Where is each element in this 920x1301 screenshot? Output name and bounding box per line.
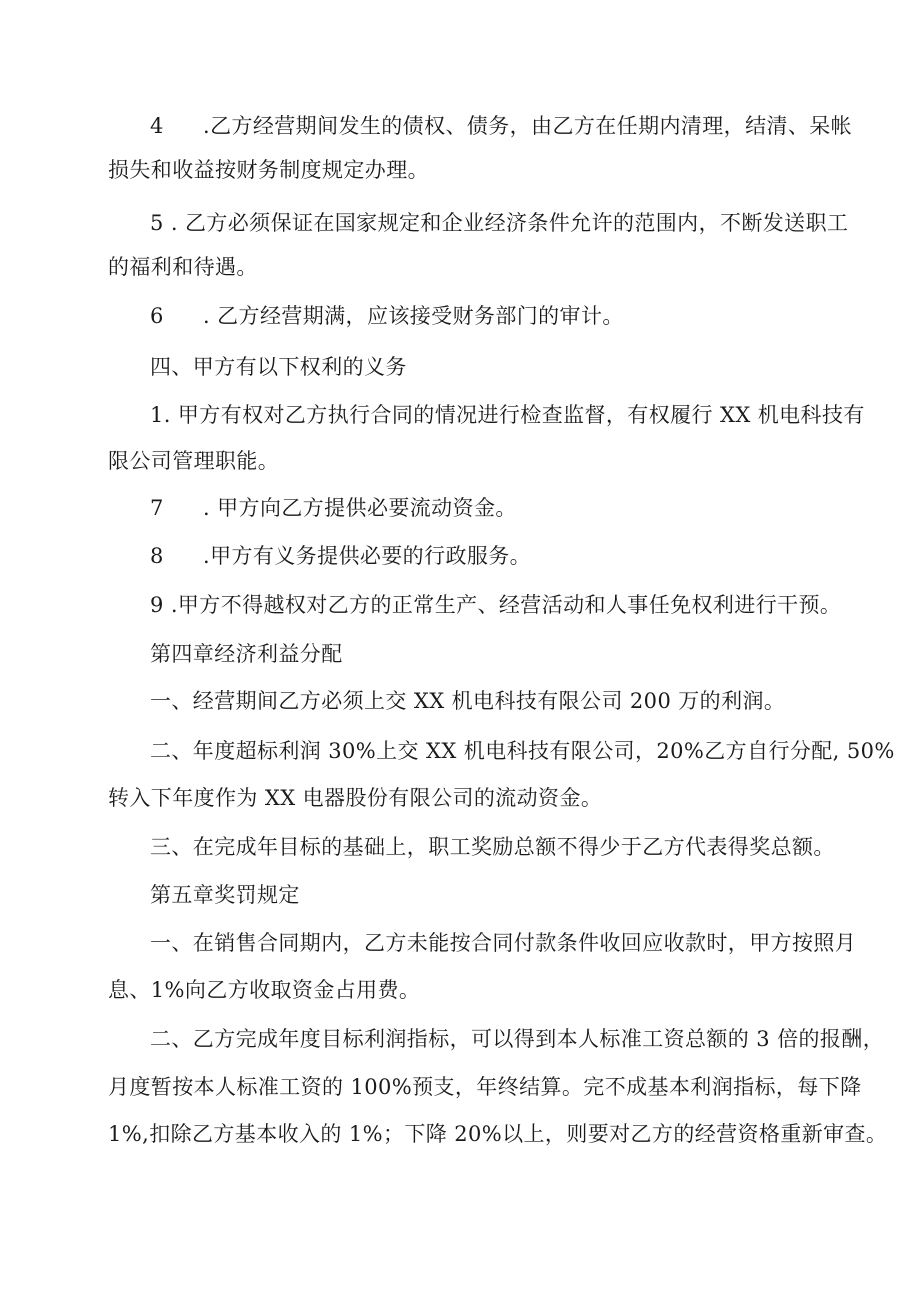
paragraph-line: 5 . 乙方必须保证在国家规定和企业经济条件允许的范围内，不断发送职工: [150, 211, 849, 235]
paragraph-line: 9 .甲方不得越权对乙方的正常生产、经营活动和人事任免权利进行干预。: [150, 593, 842, 617]
item-number: 4: [150, 114, 164, 138]
chapter-heading: 第五章奖罚规定: [150, 883, 300, 907]
item-number: 8: [150, 544, 164, 568]
paragraph-line: 限公司管理职能。: [108, 449, 280, 473]
paragraph-line: 一、经营期间乙方必须上交 XX 机电科技有限公司 200 万的利润。: [150, 689, 786, 713]
paragraph-line: 三、在完成年目标的基础上，职工奖励总额不得少于乙方代表得奖总额。: [150, 835, 835, 859]
paragraph-line: 息、1%向乙方收取资金占用费。: [108, 978, 421, 1002]
item-number: 6: [150, 304, 164, 328]
paragraph-line: 二、乙方完成年度目标利润指标，可以得到本人标准工资总额的 3 倍的报酬，: [150, 1027, 885, 1051]
paragraph-line: . 乙方经营期满，应该接受财务部门的审计。: [203, 304, 624, 328]
paragraph-line: . 甲方向乙方提供必要流动资金。: [203, 496, 517, 520]
paragraph-line: 损失和收益按财务制度规定办理。: [108, 158, 429, 182]
paragraph-line: 的福利和待遇。: [108, 255, 258, 279]
section-heading: 四、甲方有以下权利的义务: [150, 355, 407, 379]
paragraph-line: 月度暂按本人标准工资的 100%预支，年终结算。完不成基本利润指标，每下降: [108, 1075, 862, 1099]
paragraph-line: 二、年度超标利润 30%上交 XX 机电科技有限公司，20%乙方自行分配, 50%: [150, 739, 895, 763]
paragraph-line: 1%,扣除乙方基本收入的 1%；下降 20%以上，则要对乙方的经营资格重新审查。: [108, 1122, 888, 1146]
paragraph-line: .乙方经营期间发生的债权、债务，由乙方在任期内清理，结清、呆帐: [203, 114, 853, 138]
paragraph-line: .甲方有义务提供必要的行政服务。: [203, 544, 532, 568]
chapter-heading: 第四章经济利益分配: [150, 642, 343, 666]
item-number: 7: [150, 496, 164, 520]
paragraph-line: 一、在销售合同期内，乙方未能按合同付款条件收回应收款时，甲方按照月: [150, 931, 857, 955]
paragraph-line: 1. 甲方有权对乙方执行合同的情况进行检查监督，有权履行 XX 机电科技有: [150, 403, 865, 427]
paragraph-line: 转入下年度作为 XX 电器股份有限公司的流动资金。: [108, 786, 603, 810]
